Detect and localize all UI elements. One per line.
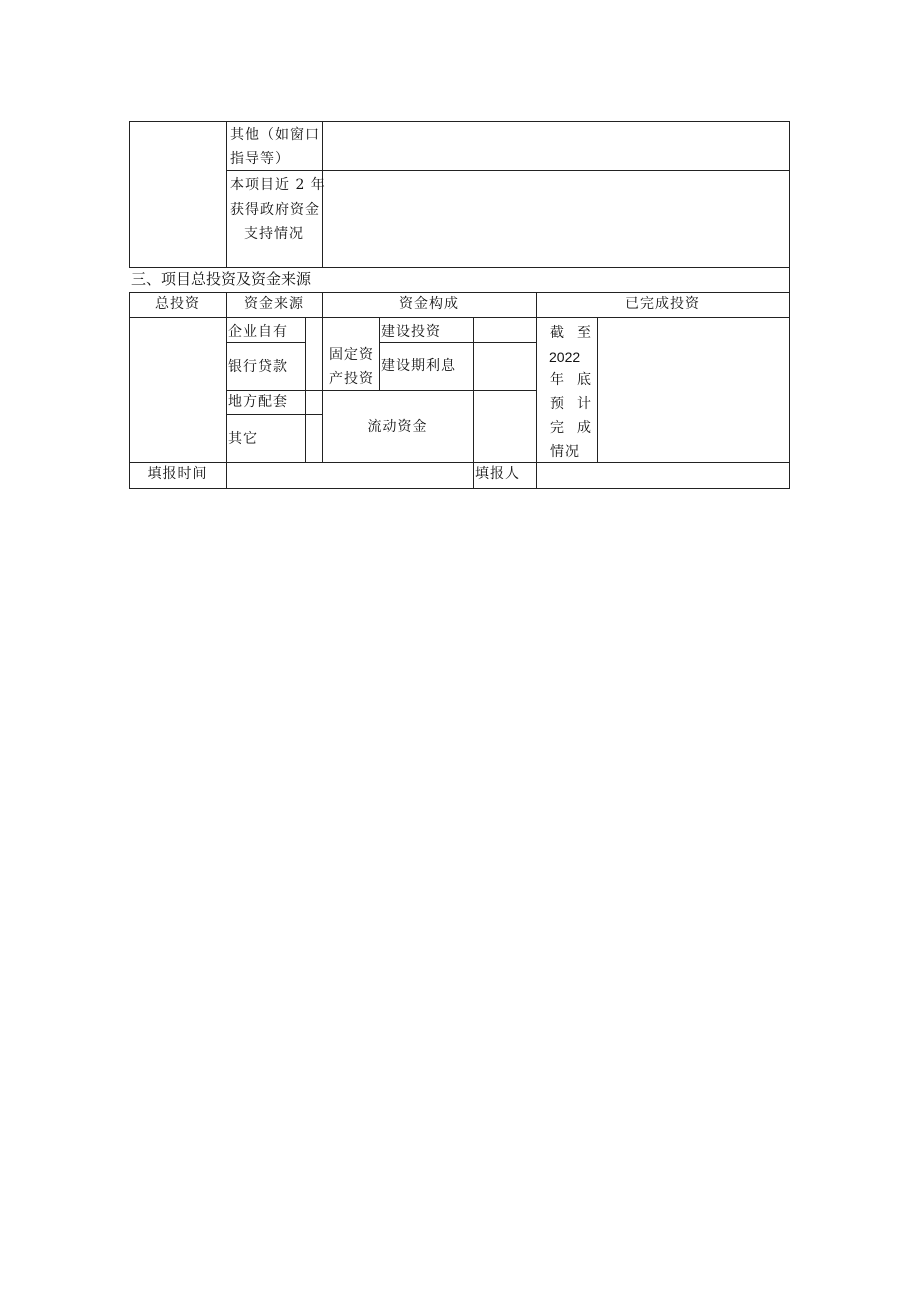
row-divider <box>129 292 790 293</box>
filler-label: 填报人 <box>475 466 520 482</box>
col-divider <box>322 292 323 463</box>
table-border-right <box>789 121 790 489</box>
total-investment-field[interactable] <box>130 318 226 462</box>
fixed-asset-label-line1: 固定资 <box>329 347 374 363</box>
col-divider <box>473 317 474 489</box>
other-label-line1: 其他（如窗口 <box>230 127 320 143</box>
gov-support-field[interactable] <box>323 171 789 267</box>
working-capital-label: 流动资金 <box>367 419 428 435</box>
other-guidance-field[interactable] <box>323 122 789 170</box>
source-local-matching: 地方配套 <box>228 394 288 410</box>
completed-investment-field[interactable] <box>598 318 789 462</box>
filler-field[interactable] <box>537 463 789 488</box>
gov-support-label-line2: 获得政府资金 <box>230 202 320 218</box>
gov-support-label-line3: 支持情况 <box>244 226 304 242</box>
section-title: 三、项目总投资及资金来源 <box>131 270 312 288</box>
col-divider <box>305 317 306 463</box>
row-divider <box>226 414 322 415</box>
header-total-investment: 总投资 <box>155 296 200 312</box>
completion-note-line1: 截 至 <box>550 325 592 341</box>
header-fund-composition: 资金构成 <box>399 296 459 312</box>
col-divider <box>536 292 537 489</box>
col-divider <box>226 292 227 489</box>
source-bank-loan: 银行贷款 <box>228 359 288 375</box>
header-completed-investment: 已完成投资 <box>625 296 700 312</box>
other-label-line2: 指导等） <box>230 151 290 167</box>
completion-note-year: 2022 <box>549 349 581 365</box>
col-divider <box>379 317 380 391</box>
completion-note-line5: 完 成 <box>550 420 592 436</box>
source-other: 其它 <box>228 431 258 447</box>
row-divider <box>226 342 306 343</box>
source-own-funds: 企业自有 <box>228 324 288 340</box>
construction-interest-label: 建设期利息 <box>381 358 456 374</box>
completion-note-line4: 预 计 <box>550 396 592 412</box>
row-divider <box>226 390 536 391</box>
table-border-bottom <box>129 488 790 489</box>
row-divider <box>379 342 536 343</box>
header-fund-source: 资金来源 <box>244 296 304 312</box>
fill-time-field[interactable] <box>227 463 473 488</box>
row-divider <box>129 267 790 268</box>
col-divider <box>226 121 227 268</box>
fixed-asset-label-line2: 产投资 <box>329 371 374 387</box>
completion-note-line6: 情况 <box>550 444 580 460</box>
completion-note-line3: 年 底 <box>550 372 592 388</box>
table-border-left <box>129 121 130 268</box>
fill-time-label: 填报时间 <box>147 466 208 482</box>
gov-support-label-line1: 本项目近 2 年 <box>230 177 326 193</box>
construction-investment-label: 建设投资 <box>381 324 441 340</box>
